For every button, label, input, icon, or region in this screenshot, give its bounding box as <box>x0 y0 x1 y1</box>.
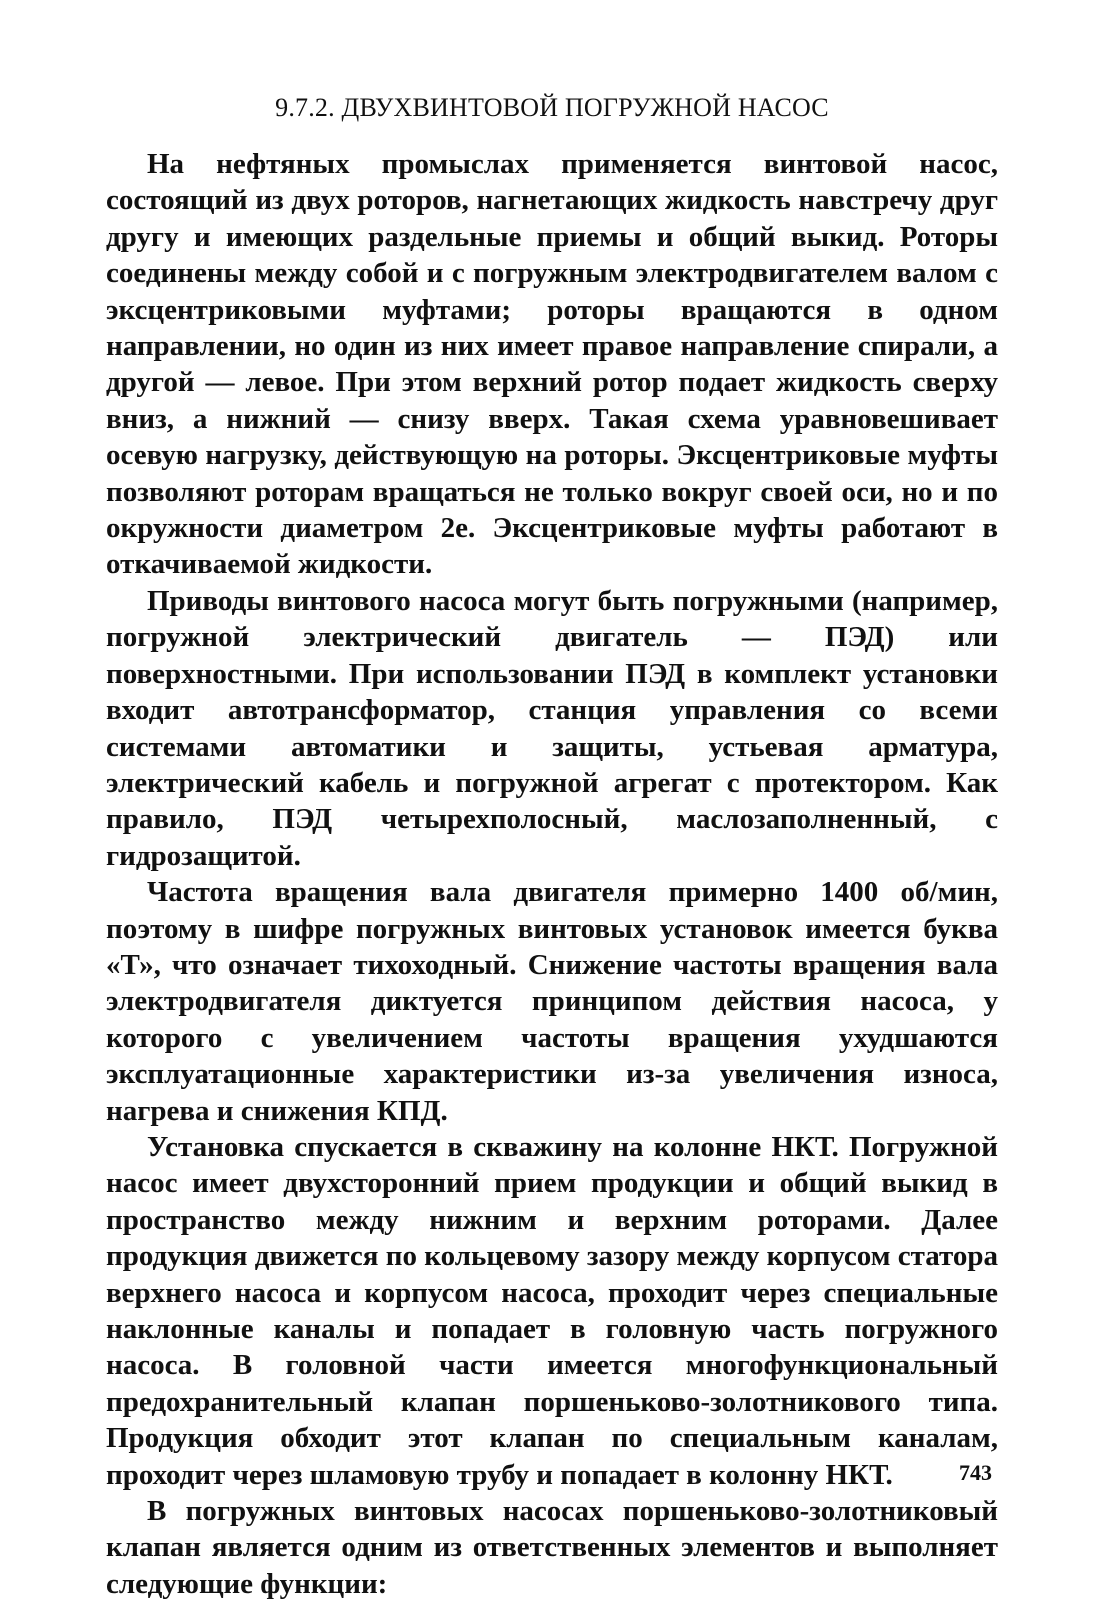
body-text <box>106 146 998 1602</box>
paragraph-4: Установка спускается в скважину на колонне НКТ. Погружной насос имеет двухсторонний прием продукции и общий выкид в пространство между нижним и верхним роторами. Далее продукция движется по кольцевому зазору между корпусом статора верхнего насоса и корпусом насоса, проходит через специальные наклонные каналы и попадает в головную часть погружного насоса. В головной части имеется многофункциональный предохранительный клапан поршеньково-золотникового типа. Продукция обходит этот клапан по специальным каналам, проходит через шламовую трубу и попадает в колонну НКТ. <box>106 1130 998 1491</box>
section-heading: 9.7.2. ДВУХВИНТОВОЙ ПОГРУЖНОЙ НАСОС <box>275 93 829 122</box>
paragraph-3: Частота вращения вала двигателя примерно 1400 об/мин, поэтому в шифре погружных винтовых установок имеется буква «Т», что означает тихоходный. Снижение частоты вращения вала электродвигателя диктуется принципом действия насоса, у которого с увеличением частоты вращения ухудшаются эксплуатационные характеристики из-за увеличения износа, нагрева и снижения КПД. <box>106 876 998 1127</box>
paragraph-5: В погружных винтовых насосах поршеньково-золотниковый клапан является одним из ответственных элементов и выполняет следующие функции: <box>106 1495 998 1600</box>
page-number: 743 <box>959 1460 992 1485</box>
paragraph-2: Приводы винтового насоса могут быть погружными (например, погружной электрический двигатель — ПЭД) или поверхностными. При использовании ПЭД в комплект установки входит автотрансформатор, станция управления со всеми системами автоматики и защиты, устьевая арматура, электрический кабель и погружной агрегат с протектором. Как правило, ПЭД четырехполосный, маслозаполненный, с гидрозащитой. <box>106 584 998 872</box>
paragraph-1: На нефтяных промыслах применяется винтовой насос, состоящий из двух роторов, нагнетающих жидкость навстречу друг другу и имеющих раздельные приемы и общий выкид. Роторы соединены между собой и с погружным электродвигателем валом с эксцентриковыми муфтами; роторы вращаются в одном направлении, но один из них имеет правое направление спирали, а другой — левое. При этом верхний ротор подает жидкость сверху вниз, а нижний — снизу вверх. Такая схема уравновешивает осевую нагрузку, действующую на роторы. Эксцентриковые муфты позволяют роторам вращаться не только вокруг своей оси, но и по окружности диаметром 2е. Эксцентриковые муфты работают в откачиваемой жидкости. <box>106 148 998 581</box>
